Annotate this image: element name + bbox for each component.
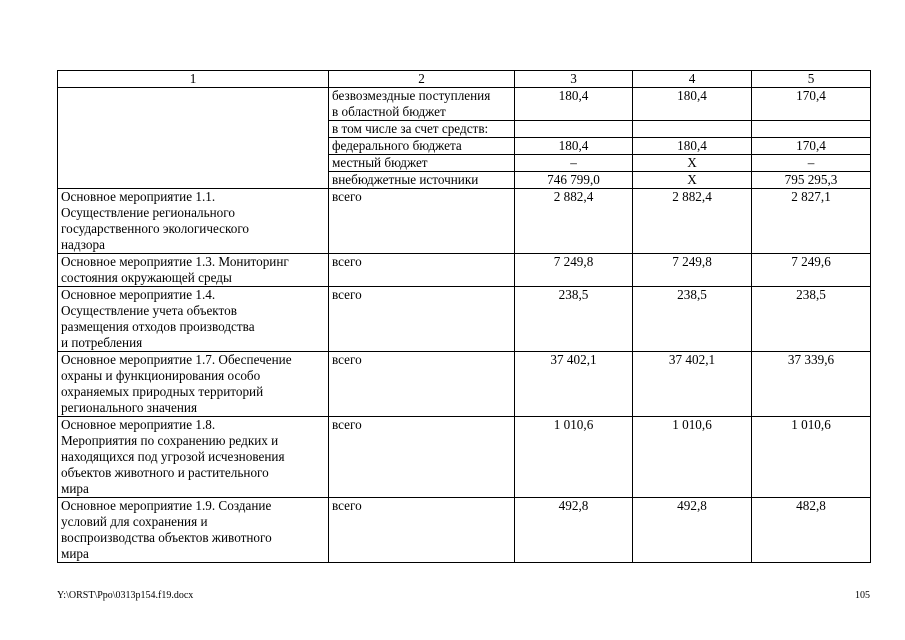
measure-total-label: всего: [329, 189, 515, 254]
measure-name-line: Основное мероприятие 1.8.: [61, 417, 216, 432]
measure-name-line: государственного экологического: [61, 221, 250, 236]
header-col-2: 2: [329, 71, 515, 88]
measure-name-cell: [58, 287, 329, 352]
value-col-4: 1 010,6: [633, 417, 752, 498]
measure-name-line: Основное мероприятие 1.3. Мониторинг: [61, 254, 289, 269]
measure-name-line: охраняемых природных территорий: [61, 384, 264, 399]
value-col-4: 7 249,8: [633, 254, 752, 287]
measure-total-label: всего: [329, 417, 515, 498]
measure-name-cell: [58, 417, 329, 498]
measure-name-line: охраны и функционирования особо: [61, 368, 261, 383]
measure-name-line: объектов животного и растительного: [61, 465, 269, 480]
value-col-3: –: [515, 155, 633, 172]
measure-name-line: Основное мероприятие 1.4.: [61, 287, 216, 302]
value-col-3: 492,8: [515, 498, 633, 563]
measure-name-line: Осуществление регионального: [61, 205, 235, 220]
measure-row: [58, 287, 871, 352]
value-col-4: 180,4: [633, 138, 752, 155]
measure-name-line: мира: [61, 546, 89, 561]
measure-name-line: мира: [61, 481, 89, 496]
measure-name-line: состояния окружающей среды: [61, 270, 232, 285]
measure-name-cell: [58, 498, 329, 563]
measure-total-label: всего: [329, 254, 515, 287]
value-col-4: 180,4: [633, 88, 752, 121]
value-col-3: [515, 121, 633, 138]
value-col-5: 1 010,6: [752, 417, 871, 498]
budget-table: [57, 70, 871, 563]
measure-name-line: воспроизводства объектов животного: [61, 530, 272, 545]
measure-name-line: находящихся под угрозой исчезновения: [61, 449, 285, 464]
value-col-4: X: [633, 172, 752, 189]
measure-name-line: размещения отходов производства: [61, 319, 255, 334]
value-col-5: 7 249,6: [752, 254, 871, 287]
page-number: 105: [855, 590, 870, 601]
value-col-5: 795 295,3: [752, 172, 871, 189]
header-col-3: 3: [515, 71, 633, 88]
measure-total-label: всего: [329, 352, 515, 417]
measure-name-line: условий для сохранения и: [61, 514, 208, 529]
measure-name-cell: [58, 254, 329, 287]
measure-name-cell: [58, 352, 329, 417]
value-col-3: 238,5: [515, 287, 633, 352]
value-col-4: 238,5: [633, 287, 752, 352]
measure-name-line: Основное мероприятие 1.1.: [61, 189, 216, 204]
value-col-3: 746 799,0: [515, 172, 633, 189]
value-col-5: –: [752, 155, 871, 172]
value-col-5: 170,4: [752, 88, 871, 121]
value-col-5: 37 339,6: [752, 352, 871, 417]
value-col-5: [752, 121, 871, 138]
header-col-1: 1: [58, 71, 329, 88]
funding-source-line: в областной бюджет: [332, 104, 446, 119]
measure-name-line: Осуществление учета объектов: [61, 303, 237, 318]
measure-name-cell: [58, 189, 329, 254]
measure-total-label: всего: [329, 498, 515, 563]
value-col-3: 180,4: [515, 138, 633, 155]
funding-source-cell: федерального бюджета: [329, 138, 515, 155]
value-col-5: 482,8: [752, 498, 871, 563]
funding-source-cell: местный бюджет: [329, 155, 515, 172]
measure-row: [58, 254, 871, 287]
measure-name-line: Основное мероприятие 1.7. Обеспечение: [61, 352, 292, 367]
value-col-3: 1 010,6: [515, 417, 633, 498]
table-row: [58, 88, 871, 121]
empty-name-cell: [58, 88, 329, 189]
value-col-5: 2 827,1: [752, 189, 871, 254]
value-col-4: X: [633, 155, 752, 172]
value-col-3: 37 402,1: [515, 352, 633, 417]
measure-name-line: и потребления: [61, 335, 143, 350]
measure-name-line: надзора: [61, 237, 105, 252]
measure-row: [58, 189, 871, 254]
value-col-3: 180,4: [515, 88, 633, 121]
measure-total-label: всего: [329, 287, 515, 352]
measure-name-line: Основное мероприятие 1.9. Создание: [61, 498, 272, 513]
funding-source-line: безвозмездные поступления: [332, 88, 491, 103]
value-col-5: 238,5: [752, 287, 871, 352]
measure-name-line: Мероприятия по сохранению редких и: [61, 433, 279, 448]
header-row: [58, 71, 871, 88]
value-col-4: 37 402,1: [633, 352, 752, 417]
header-col-5: 5: [752, 71, 871, 88]
footer-file-path: Y:\ORST\Ppo\0313p154.f19.docx: [57, 590, 194, 601]
value-col-5: 170,4: [752, 138, 871, 155]
funding-source-cell: внебюджетные источники: [329, 172, 515, 189]
measure-name-line: регионального значения: [61, 400, 198, 415]
value-col-4: 2 882,4: [633, 189, 752, 254]
value-col-4: 492,8: [633, 498, 752, 563]
measure-row: [58, 417, 871, 498]
value-col-3: 7 249,8: [515, 254, 633, 287]
measure-row: [58, 498, 871, 563]
funding-source-cell: [329, 88, 515, 121]
funding-source-cell: в том числе за счет средств:: [329, 121, 515, 138]
header-col-4: 4: [633, 71, 752, 88]
measure-row: [58, 352, 871, 417]
value-col-4: [633, 121, 752, 138]
value-col-3: 2 882,4: [515, 189, 633, 254]
